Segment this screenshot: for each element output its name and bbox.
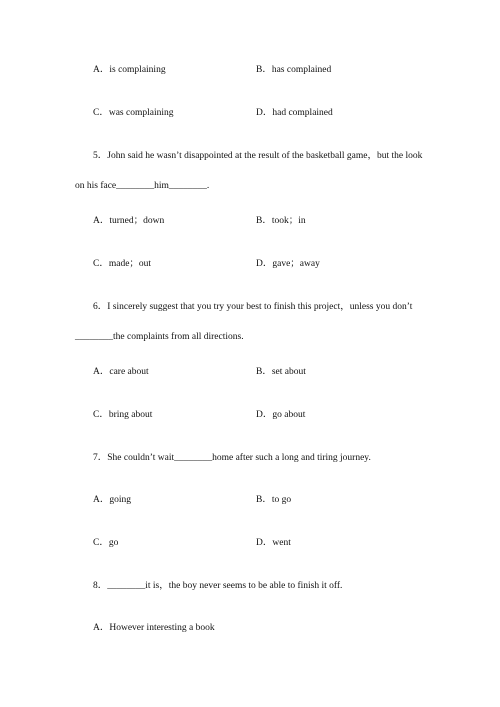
q5-option-b: B．took；in <box>256 216 306 226</box>
q7-option-a: A．going <box>93 495 132 505</box>
q4-option-c: C．was complaining <box>93 108 174 118</box>
q5-option-d: D．gave；away <box>256 259 320 269</box>
q6-option-a: A．care about <box>93 367 149 377</box>
q8-stem: 8．________it is，the boy never seems to be able to finish it off. <box>93 581 343 591</box>
q6-stem-line1: 6．I sincerely suggest that you try your best to finish this project，unless you don’t <box>93 302 413 312</box>
q6-option-b: B．set about <box>256 367 306 377</box>
q4-option-d: D．had complained <box>256 108 333 118</box>
q7-option-c: C．go <box>93 538 119 548</box>
q6-stem-line2: ________the complaints from all directions. <box>75 332 244 342</box>
q5-stem-line1: 5．John said he wasn’t disappointed at the result of the basketball game，but the look <box>93 151 423 161</box>
q6-option-d: D．go about <box>256 410 306 420</box>
q7-option-b: B．to go <box>256 495 292 505</box>
q5-option-a: A．turned；down <box>93 216 165 226</box>
q6-option-c: C．bring about <box>93 410 153 420</box>
q8-option-a: A．However interesting a book <box>93 623 215 633</box>
q5-option-c: C．made；out <box>93 259 152 269</box>
q7-option-d: D．went <box>256 538 291 548</box>
q4-option-a: A．is complaining <box>93 65 166 75</box>
q5-stem-line2: on his face________him________. <box>75 181 210 191</box>
q4-option-b: B．has complained <box>256 65 332 75</box>
q7-stem: 7．She couldn’t wait________home after such a long and tiring journey. <box>93 453 371 463</box>
